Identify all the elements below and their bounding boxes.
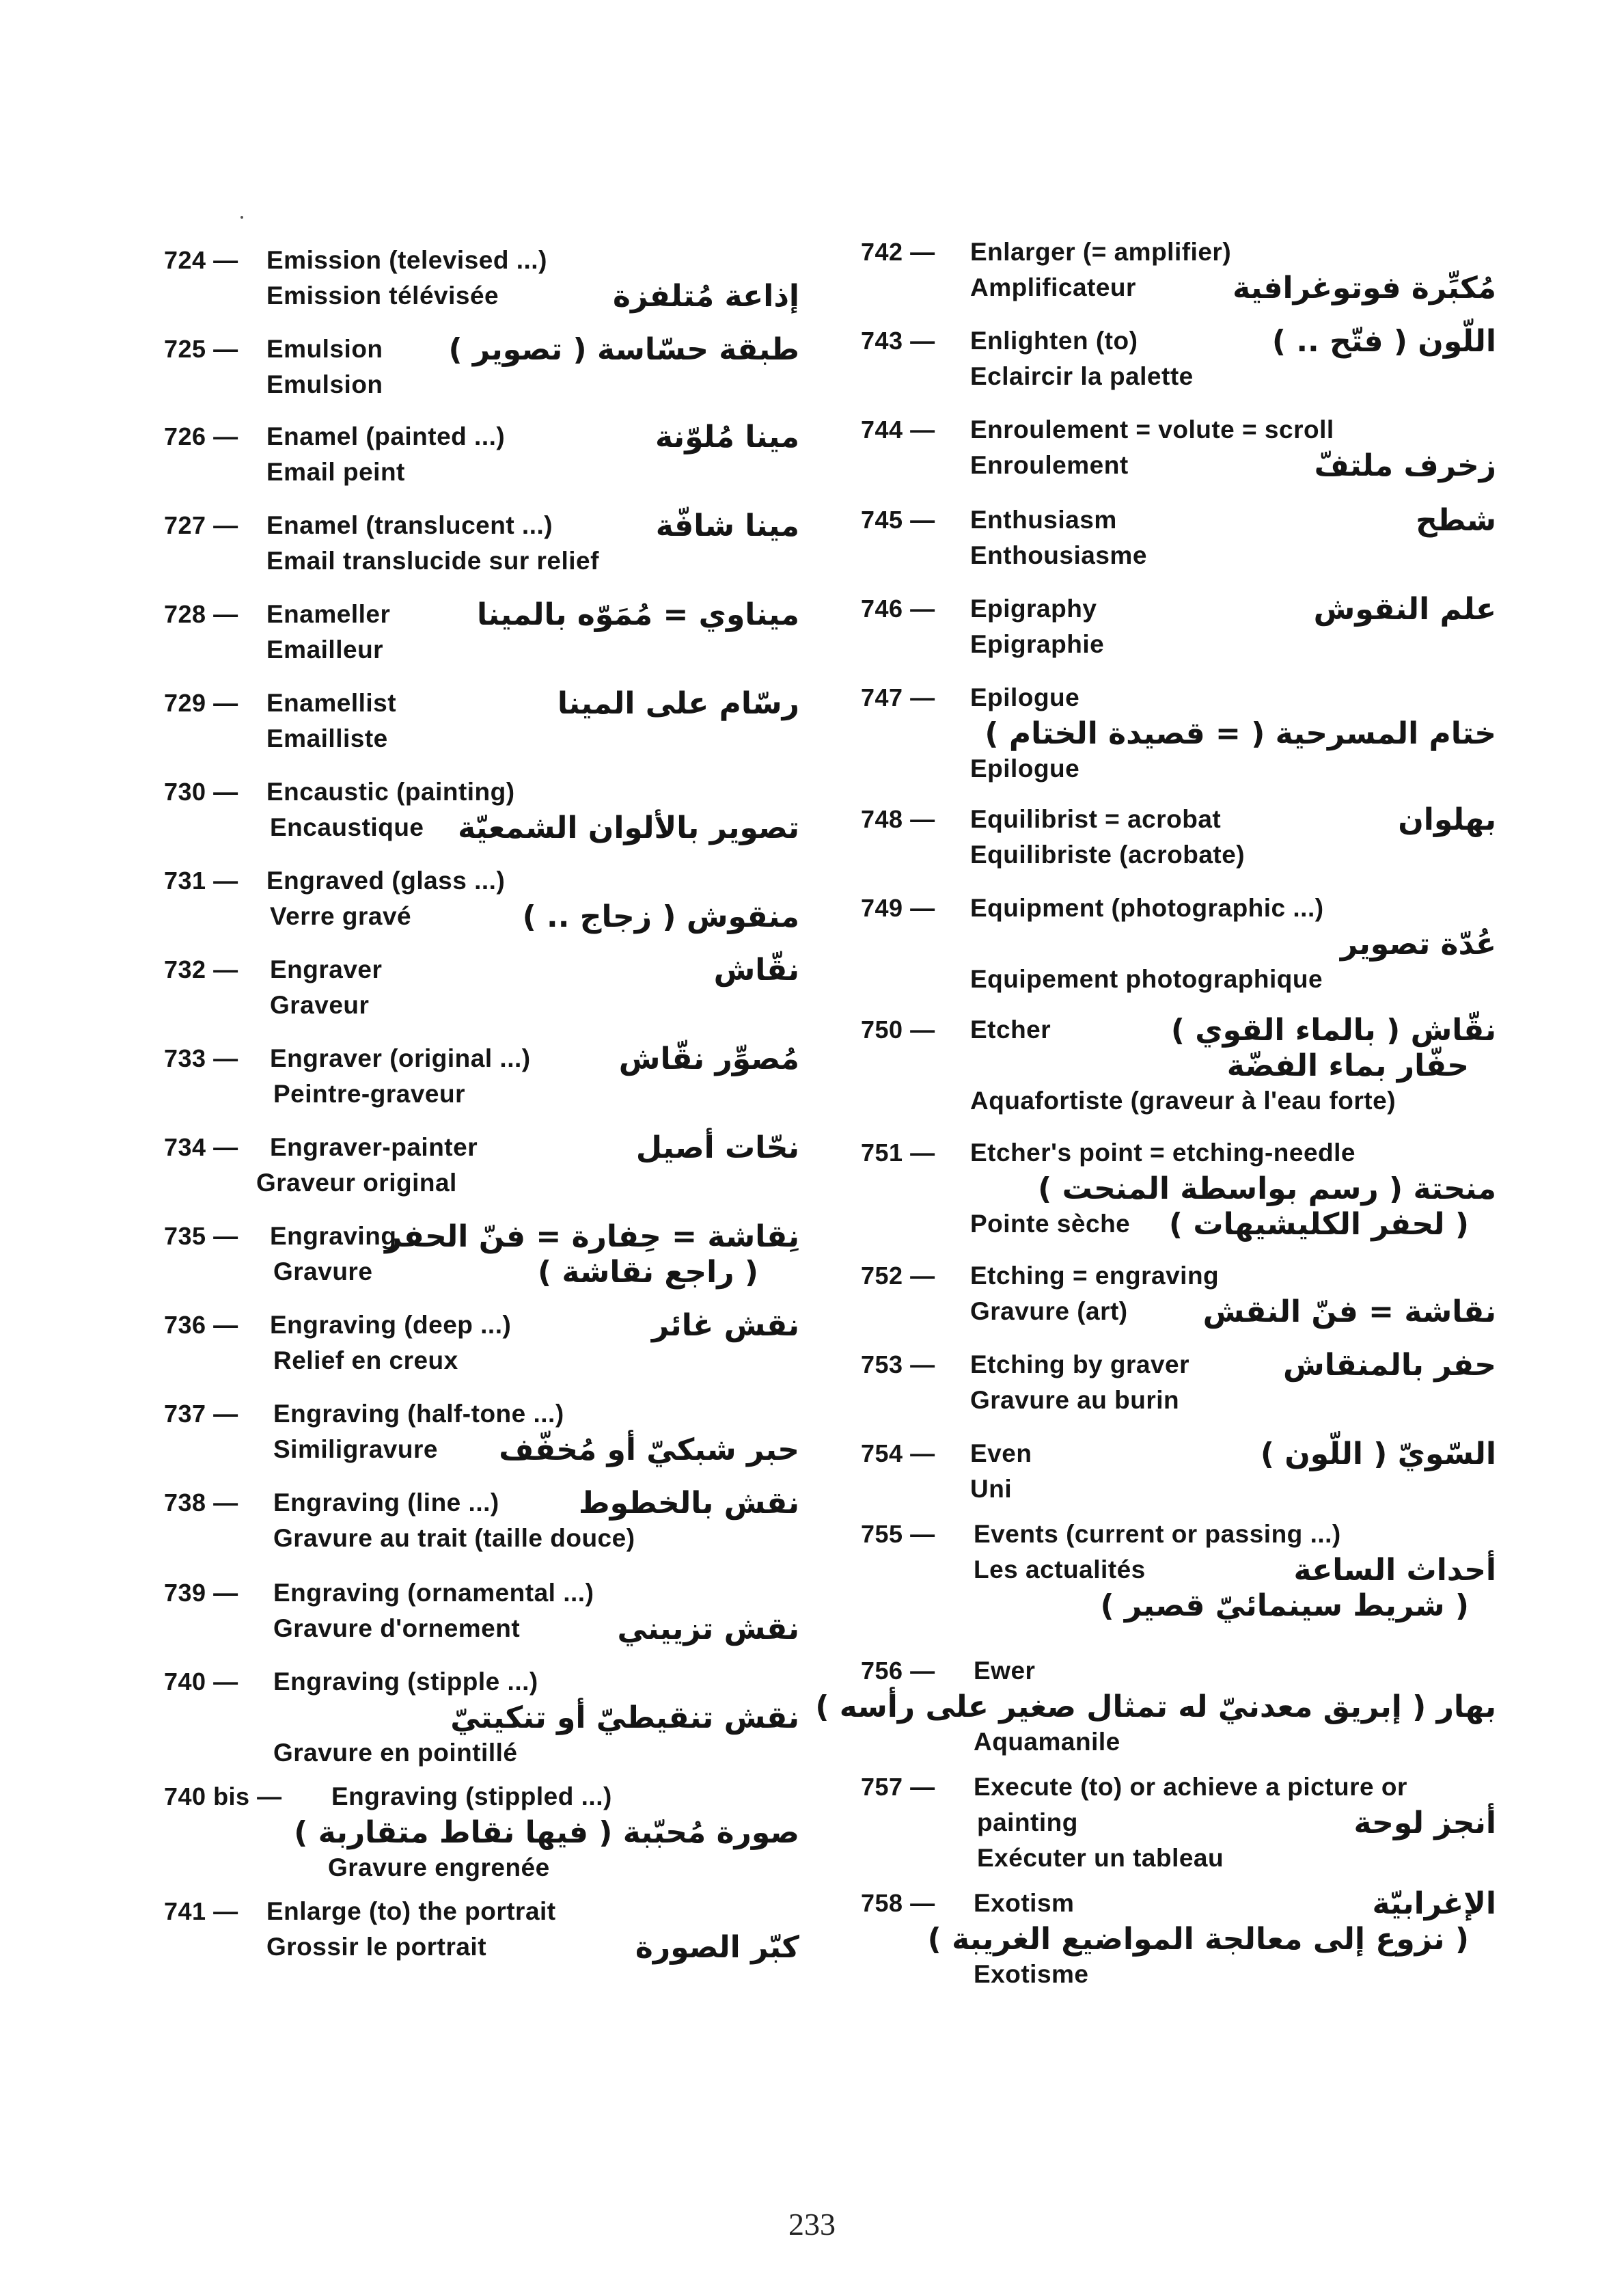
- entry-number: 749 —: [861, 894, 935, 922]
- entry-number: 725 —: [164, 335, 238, 363]
- english-term: Engraving (half-tone ...): [273, 1400, 564, 1428]
- english-term: Engraved (glass ...): [266, 867, 506, 895]
- french-term: Similigravure: [273, 1435, 438, 1463]
- entry-748: [861, 802, 1496, 887]
- arabic-term: رسّام على المينا: [557, 686, 799, 721]
- french-term: Exotisme: [974, 1960, 1089, 1988]
- arabic-term: شطح: [1416, 503, 1496, 538]
- entry-752: [861, 1262, 1496, 1344]
- entry-729: [164, 686, 799, 771]
- arabic-term-2: حفّار بماء الفضّة: [1226, 1048, 1469, 1083]
- arabic-note: ( لحفر الكليشيهات ): [1168, 1207, 1469, 1242]
- entry-number: 748 —: [861, 805, 935, 833]
- entry-730: [164, 778, 799, 860]
- entry-number: 743 —: [861, 327, 935, 355]
- french-term: Amplificateur: [970, 273, 1136, 301]
- entry-751: [861, 1139, 1496, 1255]
- french-term: Enroulement: [970, 451, 1129, 479]
- entry-733: [164, 1044, 799, 1126]
- entry-750: [861, 1013, 1496, 1132]
- entry-739: [164, 1579, 799, 1661]
- english-term: Enroulement = volute = scroll: [970, 416, 1334, 444]
- arabic-term: حبر شبكيّ أو مُخفّف: [499, 1432, 799, 1467]
- arabic-term: نحّات أصيل: [635, 1130, 799, 1165]
- arabic-term: اللّون ( فتّح .. ): [1271, 324, 1496, 359]
- english-term: Engraver: [270, 955, 383, 983]
- entry-number: 737 —: [164, 1400, 238, 1428]
- entry-number: 734 —: [164, 1133, 238, 1161]
- french-term: Emission télévisée: [266, 282, 499, 310]
- french-term: Grossir le portrait: [266, 1933, 487, 1961]
- arabic-term: تصوير بالألوان الشمعيّة: [458, 811, 799, 845]
- arabic-note: ( راجع نقاشة ): [537, 1255, 758, 1290]
- french-term: Gravure d'ornement: [273, 1614, 521, 1642]
- english-term: Emission (televised ...): [266, 246, 547, 274]
- entry-725: [164, 332, 799, 417]
- french-term: Aquafortiste (graveur à l'eau forte): [970, 1087, 1396, 1115]
- english-term: Enamel (translucent ...): [266, 511, 553, 539]
- entry-742: [861, 238, 1496, 320]
- scan-speck: [240, 216, 243, 219]
- entry-number: 724 —: [164, 246, 238, 274]
- french-term: Epilogue: [970, 754, 1080, 783]
- english-term: Etching by graver: [970, 1350, 1190, 1378]
- arabic-term: طبقة حسّاسة ( تصوير ): [448, 332, 799, 367]
- entry-number: 740 —: [164, 1668, 238, 1696]
- french-term: Verre gravé: [270, 902, 412, 930]
- arabic-term: إذاعة مُتلفزة: [613, 279, 799, 314]
- entry-number: 751 —: [861, 1139, 935, 1167]
- french-term: Gravure engrenée: [328, 1853, 550, 1881]
- arabic-term: صورة مُحبّبة ( فيها نقاط متقاربة ): [294, 1815, 799, 1850]
- arabic-term: السّويّ ( اللّون ): [1260, 1437, 1496, 1471]
- entry-755: [861, 1520, 1496, 1636]
- entry-747: [861, 683, 1496, 800]
- arabic-term: منقوش ( زجاج .. ): [522, 899, 799, 934]
- french-term: Gravure au trait (taille douce): [273, 1524, 635, 1552]
- french-term: Equipement photographique: [970, 965, 1323, 993]
- arabic-term: أنجز لوحة: [1353, 1806, 1496, 1840]
- arabic-note: ( نزوع إلى معالجة المواضيع الغريبة ): [927, 1922, 1469, 1957]
- english-term: Enamel (painted ...): [266, 422, 506, 450]
- english-term: Epigraphy: [970, 595, 1097, 623]
- entry-745: [861, 503, 1496, 588]
- entry-724: [164, 246, 799, 328]
- page-number: 233: [788, 2207, 836, 2242]
- french-term: Les actualités: [974, 1555, 1146, 1583]
- french-term: Pointe sèche: [970, 1210, 1131, 1238]
- arabic-term: مُكبِّرة فوتوغرافية: [1233, 271, 1496, 305]
- french-term: Gravure (art): [970, 1297, 1128, 1325]
- entry-number: 738 —: [164, 1488, 238, 1517]
- entry-740-bis: [164, 1782, 799, 1899]
- french-term: Relief en creux: [273, 1346, 458, 1374]
- arabic-term: نقّاش: [713, 953, 799, 988]
- entry-737: [164, 1400, 799, 1482]
- french-term: Emulsion: [266, 370, 383, 398]
- arabic-term: عُدّة تصوير: [1340, 927, 1496, 962]
- entry-746: [861, 592, 1496, 677]
- french-term: Email peint: [266, 458, 405, 486]
- arabic-term: نقش بالخطوط: [578, 1486, 799, 1521]
- english-term: Etcher: [970, 1016, 1051, 1044]
- entry-number: 726 —: [164, 422, 238, 450]
- english-term-continued: painting: [977, 1808, 1078, 1836]
- french-term: Gravure en pointillé: [273, 1739, 518, 1767]
- french-term: Eclaircir la palette: [970, 362, 1194, 390]
- english-term: Engraving: [270, 1222, 397, 1250]
- english-term: Engraving (deep ...): [270, 1311, 512, 1339]
- entry-number: 732 —: [164, 955, 238, 983]
- english-term: Engraving (stipple ...): [273, 1668, 538, 1696]
- english-term: Enlarge (to) the portrait: [266, 1897, 556, 1925]
- english-term: Etcher's point = etching-needle: [970, 1139, 1355, 1167]
- english-term: Emulsion: [266, 335, 383, 363]
- french-term: Epigraphie: [970, 630, 1105, 658]
- entry-744: [861, 416, 1496, 498]
- entry-754: [861, 1439, 1496, 1521]
- english-term: Ewer: [974, 1657, 1036, 1685]
- arabic-note: ( شريط سينمائيّ قصير ): [1100, 1588, 1469, 1623]
- entry-number: 752 —: [861, 1262, 935, 1290]
- arabic-term: نقاشة = فنّ النقش: [1202, 1294, 1496, 1329]
- english-term: Equipment (photographic ...): [970, 894, 1324, 922]
- french-term: Gravure au burin: [970, 1386, 1180, 1414]
- entry-number: 742 —: [861, 238, 935, 266]
- english-term: Engraver-painter: [270, 1133, 478, 1161]
- french-term: Gravure: [273, 1257, 373, 1286]
- english-term: Enlighten (to): [970, 327, 1138, 355]
- entry-734: [164, 1130, 799, 1215]
- entry-number: 746 —: [861, 595, 935, 623]
- entry-number: 733 —: [164, 1044, 238, 1072]
- entry-738: [164, 1488, 799, 1571]
- english-term: Enameller: [266, 600, 391, 628]
- english-term: Enthusiasm: [970, 506, 1117, 534]
- french-term: Equilibriste (acrobate): [970, 841, 1245, 869]
- english-term: Engraving (stippled ...): [331, 1782, 612, 1810]
- french-term: Enthousiasme: [970, 541, 1147, 569]
- entry-number: 740 bis —: [164, 1782, 282, 1810]
- entry-732: [164, 955, 799, 1037]
- entry-number: 729 —: [164, 689, 238, 717]
- english-term: Engraver (original ...): [270, 1044, 531, 1072]
- arabic-term: مُصوِّر نقّاش: [618, 1042, 799, 1076]
- entry-number: 757 —: [861, 1773, 935, 1801]
- arabic-term: مينا شافّة: [655, 508, 799, 543]
- entry-731: [164, 867, 799, 949]
- entry-727: [164, 508, 799, 593]
- entry-number: 739 —: [164, 1579, 238, 1607]
- entry-740: [164, 1668, 799, 1784]
- entry-number: 731 —: [164, 867, 238, 895]
- arabic-term: كبّر الصورة: [635, 1930, 799, 1965]
- entry-749: [861, 894, 1496, 1010]
- entry-number: 741 —: [164, 1897, 238, 1925]
- arabic-term: ميناوي = مُمَوّه بالمينا: [477, 597, 799, 632]
- english-term: Exotism: [974, 1889, 1075, 1917]
- french-term: Emailliste: [266, 724, 388, 752]
- french-term: Exécuter un tableau: [977, 1844, 1224, 1872]
- arabic-term: الإغرابيّة: [1372, 1886, 1496, 1921]
- english-term: Events (current or passing ...): [974, 1520, 1341, 1548]
- arabic-term: أحداث الساعة: [1293, 1553, 1496, 1588]
- entry-number: 744 —: [861, 416, 935, 444]
- arabic-term: نقش تنقيطيّ أو تنكيتيّ: [450, 1700, 799, 1735]
- arabic-term: بهار ( إبريق معدنيّ له تمثال صغير على رأسه ): [815, 1689, 1496, 1724]
- french-term: Peintre-graveur: [273, 1080, 465, 1108]
- arabic-term: مينا مُلوّنة: [655, 420, 799, 454]
- entry-number: 747 —: [861, 683, 935, 711]
- arabic-term: علم النقوش: [1313, 592, 1496, 627]
- english-term: Engraving (line ...): [273, 1488, 499, 1517]
- entry-number: 745 —: [861, 506, 935, 534]
- french-term: Uni: [970, 1475, 1013, 1503]
- french-term: Emailleur: [266, 636, 384, 664]
- french-term: Graveur original: [256, 1169, 457, 1197]
- entry-753: [861, 1350, 1496, 1432]
- entry-number: 750 —: [861, 1016, 935, 1044]
- entry-number: 758 —: [861, 1889, 935, 1917]
- arabic-term: نقش تزييني: [617, 1612, 799, 1646]
- entry-735: [164, 1219, 799, 1304]
- english-term: Etching = engraving: [970, 1262, 1220, 1290]
- arabic-term: نقش غائر: [651, 1308, 799, 1343]
- french-term: Graveur: [270, 991, 370, 1019]
- entry-number: 754 —: [861, 1439, 935, 1467]
- entry-number: 756 —: [861, 1657, 935, 1685]
- entry-757: [861, 1773, 1496, 1889]
- arabic-term: بهلوان: [1398, 802, 1496, 837]
- entry-number: 736 —: [164, 1311, 238, 1339]
- arabic-term: نقّاش ( بالماء القوي ): [1170, 1013, 1496, 1048]
- french-term: Aquamanile: [974, 1728, 1120, 1756]
- arabic-term: زخرف ملتفّ: [1314, 448, 1496, 483]
- entry-number: 728 —: [164, 600, 238, 628]
- english-term: Equilibrist = acrobat: [970, 805, 1222, 833]
- french-term: Encaustique: [270, 813, 424, 841]
- entry-741: [164, 1897, 799, 1979]
- arabic-term: نِقاشة = حِفارة = فنّ الحفر: [385, 1219, 799, 1254]
- entry-756: [815, 1657, 1496, 1773]
- entry-758: [861, 1886, 1496, 2005]
- entry-number: 730 —: [164, 778, 238, 806]
- english-term: Engraving (ornamental ...): [273, 1579, 594, 1607]
- entry-number: 735 —: [164, 1222, 238, 1250]
- french-term: Email translucide sur relief: [266, 547, 599, 575]
- entry-726: [164, 422, 799, 504]
- entry-743: [861, 324, 1496, 409]
- english-term: Even: [970, 1439, 1032, 1467]
- entry-736: [164, 1308, 799, 1393]
- entry-728: [164, 597, 799, 682]
- english-term: Enlarger (= amplifier): [970, 238, 1232, 266]
- english-term: Epilogue: [970, 683, 1080, 711]
- english-term: Enamellist: [266, 689, 397, 717]
- english-term: Execute (to) or achieve a picture or: [974, 1773, 1407, 1801]
- entry-number: 727 —: [164, 511, 238, 539]
- arabic-term: منحتة ( رسم بواسطة المنحت ): [1038, 1171, 1496, 1206]
- entry-number: 755 —: [861, 1520, 935, 1548]
- english-term: Encaustic (painting): [266, 778, 515, 806]
- arabic-term: ختام المسرحية ( = قصيدة الختام ): [985, 716, 1496, 751]
- entry-number: 753 —: [861, 1350, 935, 1378]
- arabic-term: حفر بالمنقاش: [1283, 1348, 1496, 1383]
